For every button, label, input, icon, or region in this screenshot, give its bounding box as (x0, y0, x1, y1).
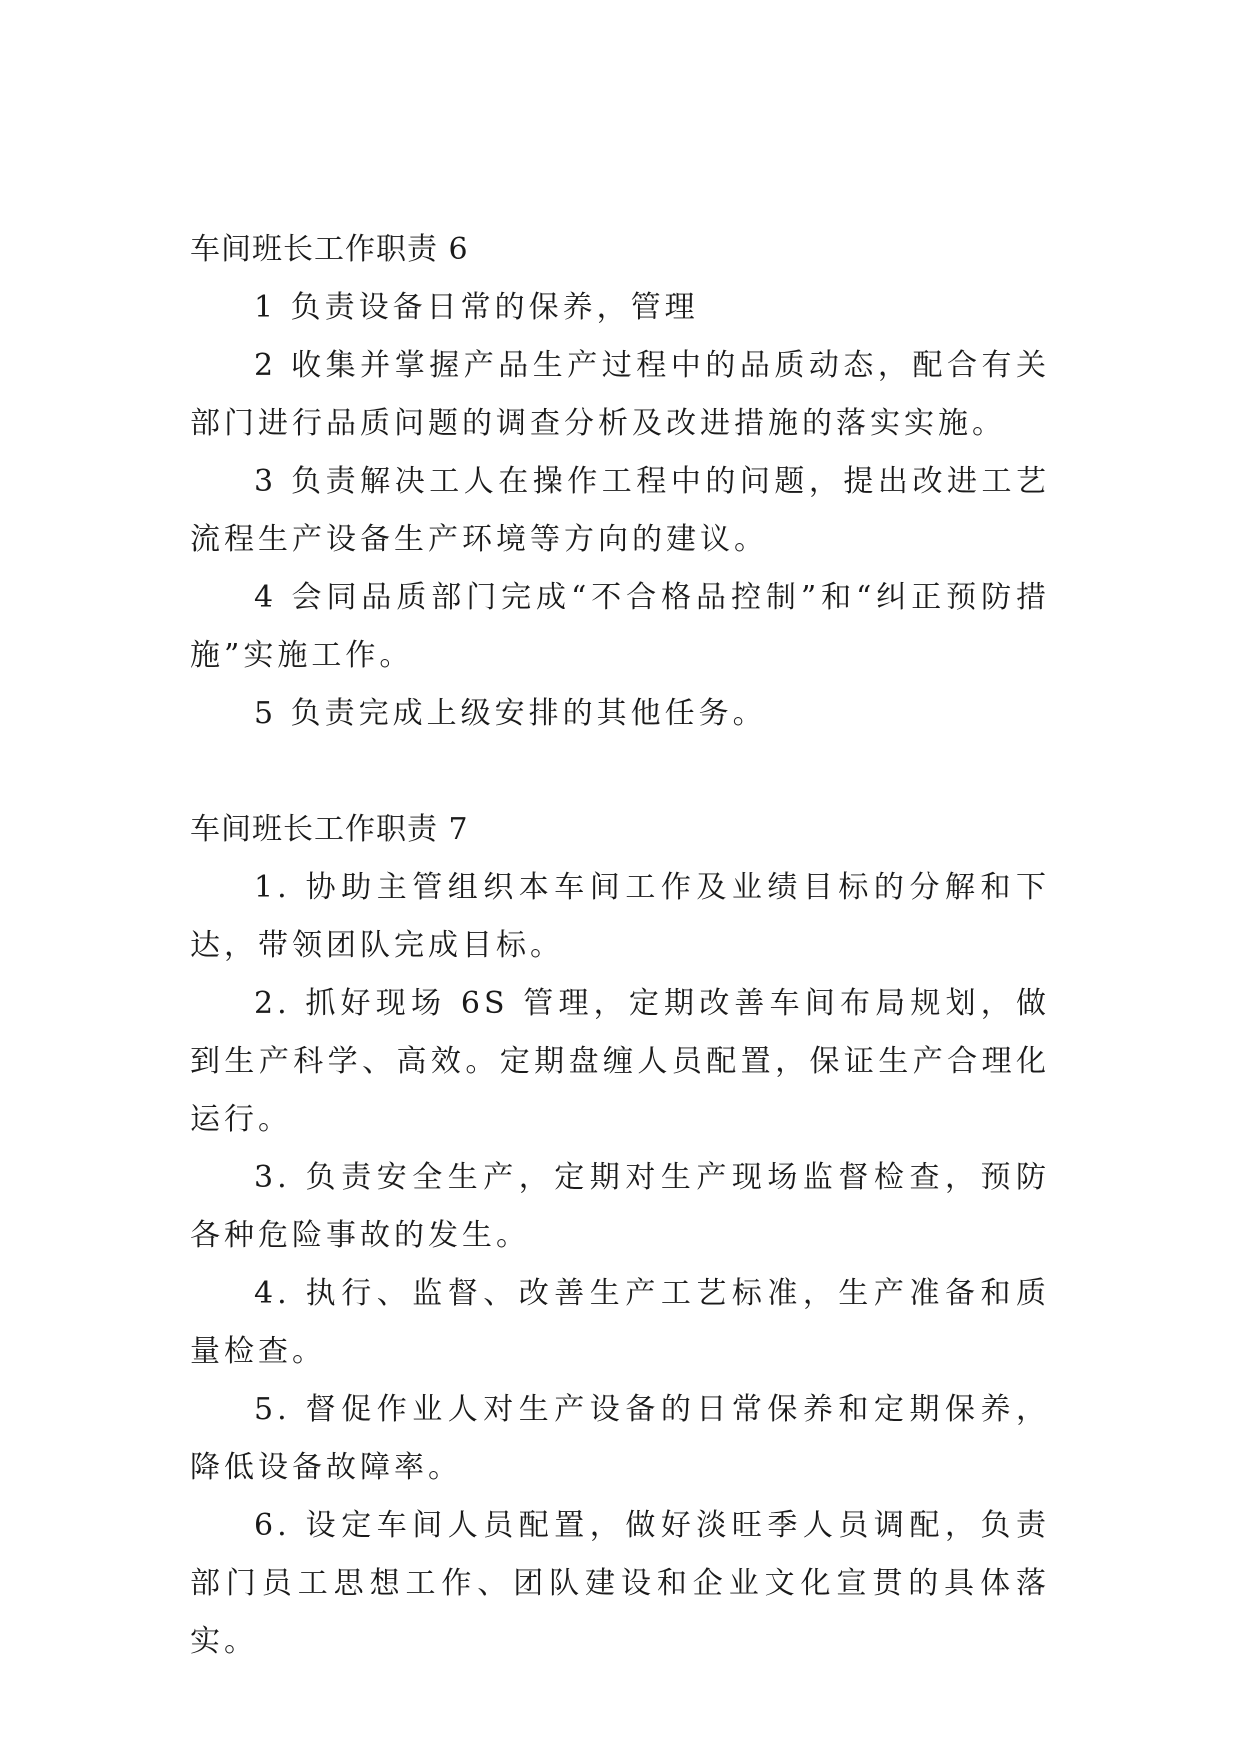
duty-item: 1. 协助主管组织本车间工作及业绩目标的分解和下达，带领团队完成目标。 (190, 870, 1050, 963)
section-heading: 车间班长工作职责 7 (190, 812, 469, 847)
duty-item: 1 负责设备日常的保养，管理 (254, 290, 699, 325)
duty-item: 5 负责完成上级安排的其他任务。 (254, 696, 767, 731)
section-duties-6 (190, 221, 1050, 743)
section-duties-7 (190, 801, 1050, 1671)
duty-item: 4. 执行、监督、改善生产工艺标准，生产准备和质量检查。 (190, 1276, 1050, 1369)
duty-item: 6. 设定车间人员配置，做好淡旺季人员调配，负责部门员工思想工作、团队建设和企业文化宣贯的具体落实。 (190, 1508, 1050, 1659)
section-heading: 车间班长工作职责 6 (190, 232, 469, 267)
duty-item: 5. 督促作业人对生产设备的日常保养和定期保养，降低设备故障率。 (190, 1392, 1050, 1485)
duty-item: 3. 负责安全生产，定期对生产现场监督检查，预防各种危险事故的发生。 (190, 1160, 1050, 1253)
duty-item: 2 收集并掌握产品生产过程中的品质动态，配合有关部门进行品质问题的调查分析及改进措施的落实实施。 (190, 348, 1050, 441)
duty-item: 3 负责解决工人在操作工程中的问题，提出改进工艺流程生产设备生产环境等方向的建议。 (190, 464, 1050, 557)
duty-item: 4 会同品质部门完成“不合格品控制”和“纠正预防措施”实施工作。 (190, 580, 1050, 673)
duty-item: 2. 抓好现场 6S 管理，定期改善车间布局规划，做到生产科学、高效。定期盘缠人员配置，保证生产合理化运行。 (190, 986, 1050, 1137)
